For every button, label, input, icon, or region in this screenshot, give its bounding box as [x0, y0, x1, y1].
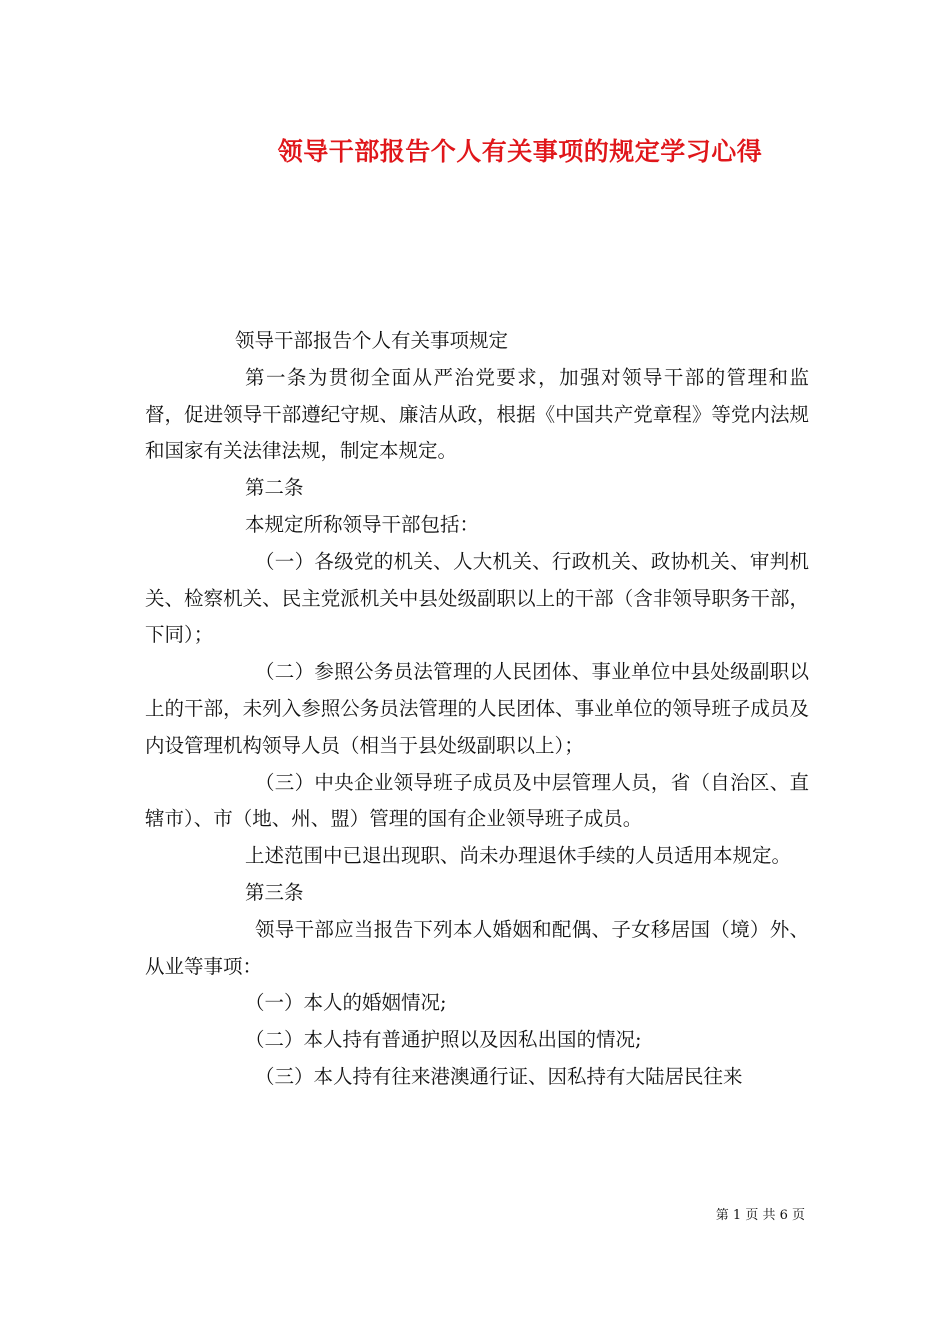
- document-body: [145, 323, 809, 1096]
- paragraph-report-item-2: （二）本人持有普通护照以及因私出国的情况;: [245, 1028, 642, 1052]
- paragraph-scope-item-1: （一）各级党的机关、人大机关、行政机关、政协机关、审判机关、检察机关、民主党派机关中县处级副职以上的干部（含非领导职务干部，下同）；: [145, 549, 809, 647]
- paragraph-article-1: 第一条为贯彻全面从严治党要求，加强对领导干部的管理和监督，促进领导干部遵纪守规、廉洁从政，根据《中国共产党章程》等党内法规和国家有关法律法规，制定本规定。: [145, 365, 809, 463]
- paragraph-article-3-heading: 第三条: [245, 880, 304, 904]
- paragraph-report-intro: 领导干部应当报告下列本人婚姻和配偶、子女移居国（境）外、从业等事项：: [145, 917, 809, 978]
- page-number: 第 1 页 共 6 页: [715, 1208, 805, 1223]
- paragraph-scope-item-2: （二）参照公务员法管理的人民团体、事业单位中县处级副职以上的干部，未列入参照公务员法管理的人民团体、事业单位的领导班子成员及内设管理机构领导人员（相当于县处级副职以上）；: [145, 660, 809, 757]
- paragraph-report-item-1: （一）本人的婚姻情况;: [245, 991, 447, 1015]
- document-title: 领导干部报告个人有关事项的规定学习心得: [277, 137, 763, 166]
- paragraph-scope-item-3: （三）中央企业领导班子成员及中层管理人员，省（自治区、直辖市）、市（地、州、盟）管理的国有企业领导班子成员。: [145, 770, 809, 831]
- paragraph-scope-note: 上述范围中已退出现职、尚未办理退休手续的人员适用本规定。: [245, 844, 792, 868]
- paragraph-article-2-heading: 第二条: [245, 476, 304, 500]
- paragraph-scope-intro: 本规定所称领导干部包括：: [245, 512, 480, 536]
- paragraph-heading: 领导干部报告个人有关事项规定: [235, 329, 509, 352]
- paragraph-report-item-3: （三）本人持有往来港澳通行证、因私持有大陆居民往来: [255, 1064, 743, 1088]
